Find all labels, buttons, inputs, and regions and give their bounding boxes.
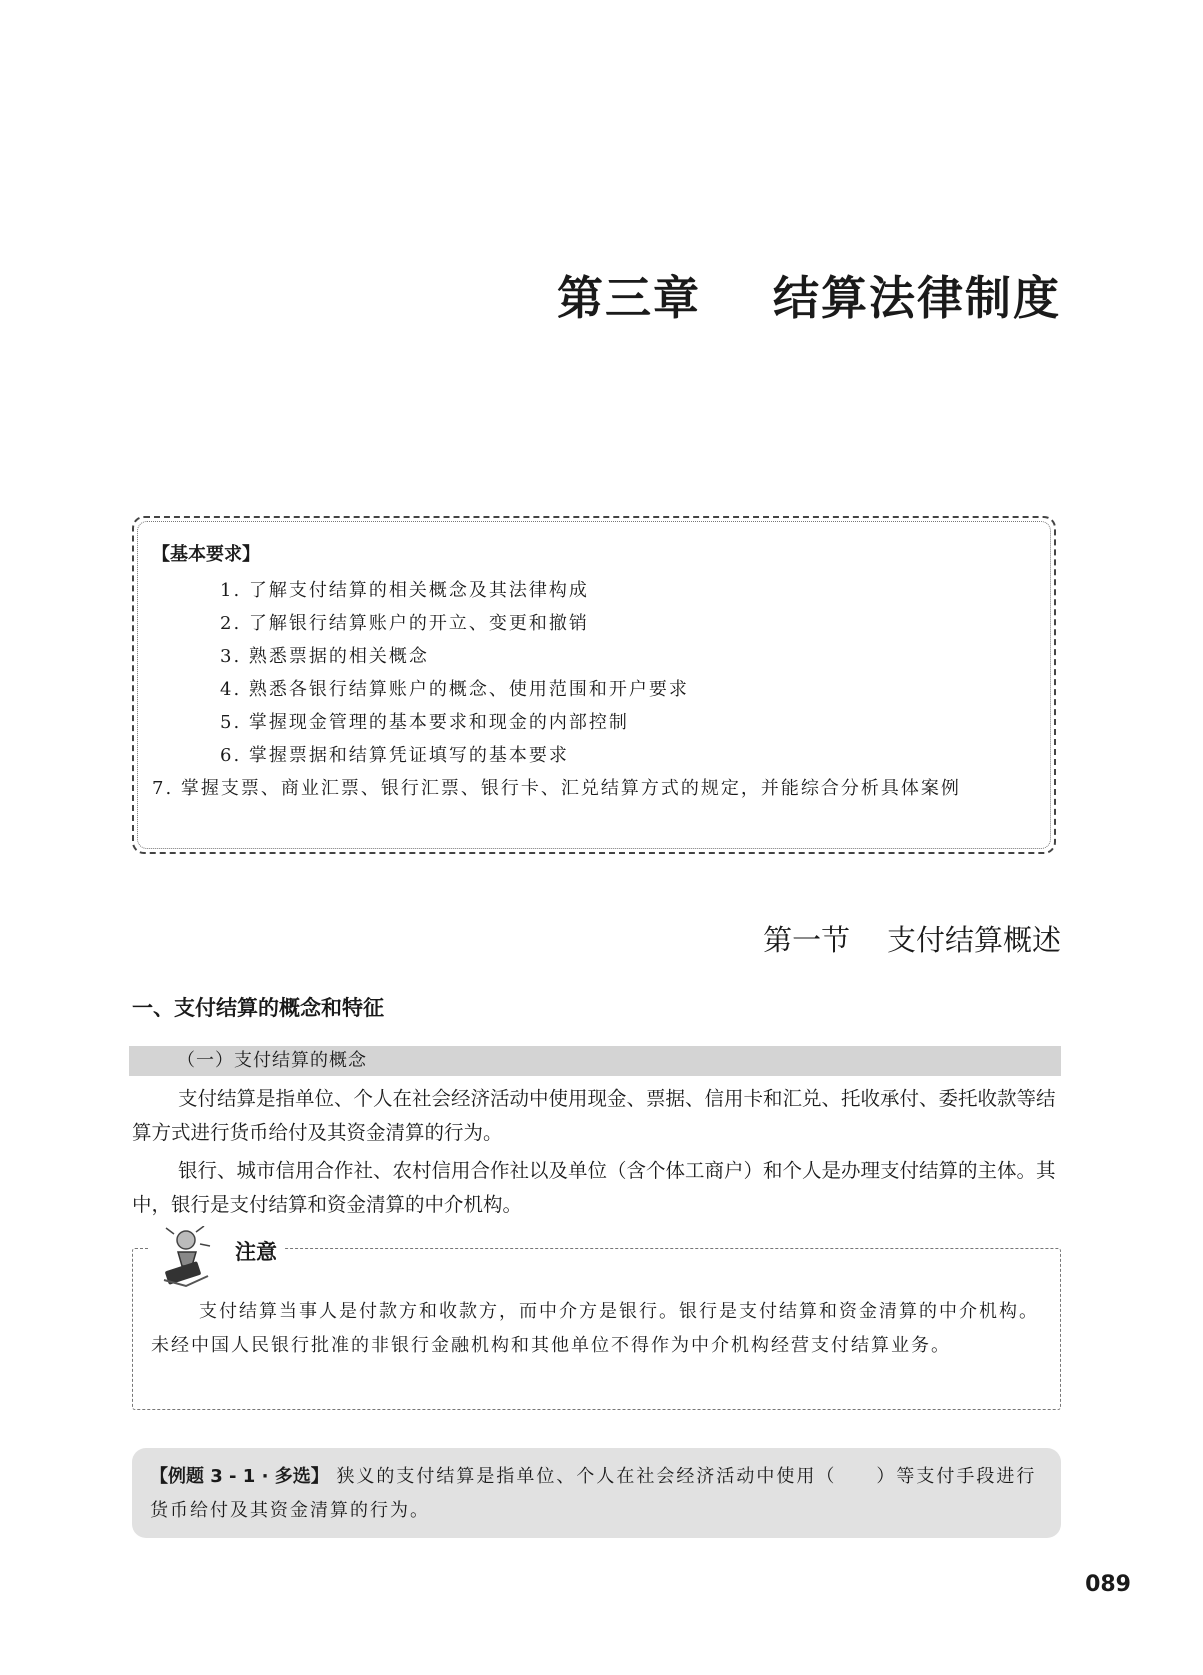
example-question: 狭义的支付结算是指单位、个人在社会经济活动中使用（ ）等支付手段进行货币给付及其资金清算的行为。 <box>150 1466 1037 1521</box>
paragraph: 支付结算是指单位、个人在社会经济活动中使用现金、票据、信用卡和汇兑、托收承付、委托收款等结算方式进行货币给付及其资金清算的行为。 <box>132 1087 1056 1144</box>
subsection-heading: 一、支付结算的概念和特征 <box>132 996 384 1020</box>
subsection-subheading: （一）支付结算的概念 <box>129 1046 1061 1076</box>
example-text <box>150 1460 1043 1528</box>
requirement-item: 6. 掌握票据和结算凭证填写的基本要求 <box>220 745 569 766</box>
requirement-item: 7. 掌握支票、商业汇票、银行汇票、银行卡、汇兑结算方式的规定，并能综合分析具体案例 <box>152 778 961 799</box>
page-number: 089 <box>1085 1572 1131 1597</box>
basic-requirements-box <box>132 516 1056 854</box>
requirement-item: 2. 了解银行结算账户的开立、变更和撤销 <box>220 613 589 634</box>
requirement-item: 4. 熟悉各银行结算账户的概念、使用范围和开户要求 <box>220 679 689 700</box>
note-text: 支付结算当事人是付款方和收款方，而中介方是银行。银行是支付结算和资金清算的中介机构。未经中国人民银行批准的非银行金融机构和其他单位不得作为中介机构经营支付结算业务。 <box>151 1301 1039 1356</box>
example-box <box>132 1448 1061 1538</box>
note-box <box>132 1248 1061 1410</box>
requirement-item: 1. 了解支付结算的相关概念及其法律构成 <box>220 580 589 601</box>
attention-icon <box>156 1226 212 1288</box>
requirements-heading: 【基本要求】 <box>152 544 260 565</box>
section-title: 第一节 支付结算概述 <box>763 923 1061 957</box>
requirement-item: 3. 熟悉票据的相关概念 <box>220 646 429 667</box>
example-tag: 【例题 3 - 1 · 多选】 <box>150 1466 329 1487</box>
requirements-list <box>152 574 1036 805</box>
body-text <box>132 1082 1061 1226</box>
requirement-item: 5. 掌握现金管理的基本要求和现金的内部控制 <box>220 712 629 733</box>
chapter-title: 第三章 结算法律制度 <box>556 271 1061 325</box>
paragraph: 银行、城市信用合作社、农村信用合作社以及单位（含个体工商户）和个人是办理支付结算的主体。其中，银行是支付结算和资金清算的中介机构。 <box>132 1159 1056 1216</box>
note-label: 注意 <box>235 1240 277 1264</box>
